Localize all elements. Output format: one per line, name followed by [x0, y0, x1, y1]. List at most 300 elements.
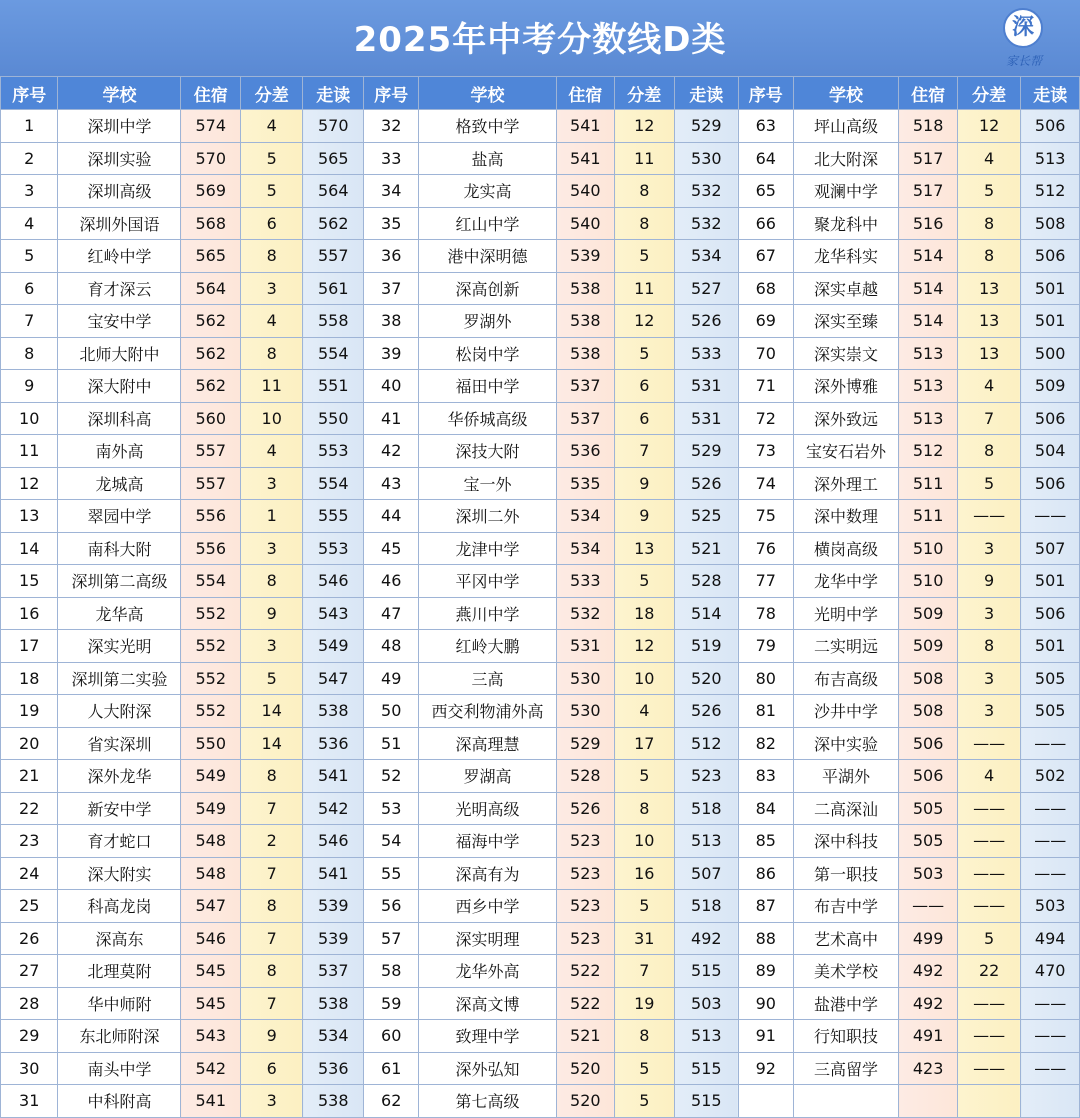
cell-school: 深高东 [58, 922, 181, 955]
cell-seq: 92 [739, 1052, 793, 1085]
cell-school: 龙城高 [58, 467, 181, 500]
cell-seq: 21 [1, 760, 58, 793]
cell-boarding-score: 505 [899, 792, 957, 825]
cell-day-score: 502 [1021, 760, 1080, 793]
cell-boarding-score: 554 [181, 565, 240, 598]
cell-seq: 82 [739, 727, 793, 760]
cell-score-diff: 13 [957, 272, 1021, 305]
cell-day-score: 505 [1021, 695, 1080, 728]
cell-seq: 31 [1, 1085, 58, 1118]
cell-score-diff: 3 [240, 630, 303, 663]
cell-seq: 18 [1, 662, 58, 695]
cell-school: 深外致远 [793, 402, 899, 435]
cell-school: 罗湖外 [419, 305, 556, 338]
cell-school: 育才蛇口 [58, 825, 181, 858]
cell-score-diff: 5 [615, 1052, 674, 1085]
cell-seq: 79 [739, 630, 793, 663]
column-header-score-diff: 分差 [615, 77, 674, 110]
cell-day-score: 520 [674, 662, 739, 695]
cell-day-score: 533 [674, 337, 739, 370]
cell-boarding-score: 574 [181, 110, 240, 143]
cell-boarding-score: 565 [181, 240, 240, 273]
cell-day-score: —— [1021, 825, 1080, 858]
cell-boarding-score: 536 [556, 435, 614, 468]
cell-day-score: 526 [674, 467, 739, 500]
cell-day-score: 537 [303, 955, 364, 988]
cell-seq: 44 [363, 500, 418, 533]
cell-seq: 85 [739, 825, 793, 858]
cell-boarding-score: 549 [181, 760, 240, 793]
cell-boarding-score: 514 [899, 305, 957, 338]
cell-day-score: 501 [1021, 305, 1080, 338]
cell-score-diff: 7 [240, 987, 303, 1020]
cell-score-diff: 5 [615, 565, 674, 598]
cell-school: 三高 [419, 662, 556, 695]
cell-score-diff: 6 [240, 207, 303, 240]
cell-seq: 91 [739, 1020, 793, 1053]
cell-seq: 90 [739, 987, 793, 1020]
cell-score-diff: 10 [240, 402, 303, 435]
cell-school: 红岭大鹏 [419, 630, 556, 663]
cell-boarding-score: 560 [181, 402, 240, 435]
column-header-school: 学校 [58, 77, 181, 110]
cell-score-diff: 5 [615, 240, 674, 273]
cell-school: 二高深汕 [793, 792, 899, 825]
cell-boarding-score: 538 [556, 272, 614, 305]
cell-school: 翠园中学 [58, 500, 181, 533]
cell-seq: 15 [1, 565, 58, 598]
cell-boarding-score: 548 [181, 825, 240, 858]
table-row [1, 435, 1080, 468]
cell-seq: 47 [363, 597, 418, 630]
cell-day-score: 539 [303, 890, 364, 923]
cell-score-diff: 4 [957, 370, 1021, 403]
cell-day-score: 519 [674, 630, 739, 663]
cell-score-diff: 10 [615, 662, 674, 695]
cell-seq: 16 [1, 597, 58, 630]
table-row [1, 207, 1080, 240]
cell-score-diff: 3 [240, 532, 303, 565]
cell-score-diff [957, 1085, 1021, 1118]
cell-day-score: 506 [1021, 240, 1080, 273]
cell-boarding-score: 568 [181, 207, 240, 240]
cell-seq: 73 [739, 435, 793, 468]
cell-day-score: 513 [674, 825, 739, 858]
cell-seq: 46 [363, 565, 418, 598]
table-row [1, 792, 1080, 825]
cell-seq: 48 [363, 630, 418, 663]
cell-score-diff: 8 [615, 175, 674, 208]
cell-day-score: 532 [674, 175, 739, 208]
cell-day-score: 525 [674, 500, 739, 533]
cell-day-score: 521 [674, 532, 739, 565]
cell-boarding-score: 541 [556, 142, 614, 175]
cell-school: 三高留学 [793, 1052, 899, 1085]
cell-boarding-score: 514 [899, 240, 957, 273]
cell-day-score: 518 [674, 890, 739, 923]
cell-day-score: 527 [674, 272, 739, 305]
cell-boarding-score: 556 [181, 532, 240, 565]
cell-day-score: 570 [303, 110, 364, 143]
cell-school: 华中师附 [58, 987, 181, 1020]
cell-day-score: 506 [1021, 467, 1080, 500]
cell-day-score: 557 [303, 240, 364, 273]
cell-boarding-score: 499 [899, 922, 957, 955]
cell-score-diff: 14 [240, 695, 303, 728]
cell-school: 育才深云 [58, 272, 181, 305]
cell-seq: 14 [1, 532, 58, 565]
cell-boarding-score: 520 [556, 1052, 614, 1085]
cell-score-diff: 5 [615, 337, 674, 370]
cell-boarding-score: 542 [181, 1052, 240, 1085]
cell-school: 深圳中学 [58, 110, 181, 143]
cell-school: 深大附中 [58, 370, 181, 403]
cell-seq: 54 [363, 825, 418, 858]
cell-day-score: 492 [674, 922, 739, 955]
cell-seq: 34 [363, 175, 418, 208]
cell-seq: 36 [363, 240, 418, 273]
cell-seq: 43 [363, 467, 418, 500]
cell-school: 深圳实验 [58, 142, 181, 175]
cell-day-score: 554 [303, 467, 364, 500]
cell-score-diff: 31 [615, 922, 674, 955]
cell-seq: 51 [363, 727, 418, 760]
cell-seq: 53 [363, 792, 418, 825]
score-table [0, 76, 1080, 1118]
cell-seq: 29 [1, 1020, 58, 1053]
cell-score-diff: 6 [615, 402, 674, 435]
cell-school: 第一职技 [793, 857, 899, 890]
cell-seq: 39 [363, 337, 418, 370]
cell-school: 坪山高级 [793, 110, 899, 143]
cell-seq: 33 [363, 142, 418, 175]
cell-day-score: 562 [303, 207, 364, 240]
cell-day-score: —— [1021, 857, 1080, 890]
cell-school: 盐港中学 [793, 987, 899, 1020]
cell-boarding-score: 528 [556, 760, 614, 793]
cell-boarding-score: 535 [556, 467, 614, 500]
cell-score-diff: 8 [957, 630, 1021, 663]
table-row [1, 1085, 1080, 1118]
cell-day-score: 538 [303, 1085, 364, 1118]
cell-boarding-score: 511 [899, 500, 957, 533]
cell-boarding-score: 532 [556, 597, 614, 630]
cell-day-score: 501 [1021, 272, 1080, 305]
cell-boarding-score: 522 [556, 987, 614, 1020]
title-bar [0, 0, 1080, 77]
cell-school: 西乡中学 [419, 890, 556, 923]
cell-day-score: 470 [1021, 955, 1080, 988]
table-row [1, 240, 1080, 273]
cell-day-score: 504 [1021, 435, 1080, 468]
cell-score-diff: 9 [240, 1020, 303, 1053]
cell-score-diff: 4 [957, 142, 1021, 175]
cell-score-diff: 13 [957, 305, 1021, 338]
cell-boarding-score: 492 [899, 955, 957, 988]
cell-boarding-score: 506 [899, 760, 957, 793]
cell-school: 盐高 [419, 142, 556, 175]
cell-boarding-score: 552 [181, 630, 240, 663]
cell-day-score: 546 [303, 825, 364, 858]
cell-boarding-score: 513 [899, 370, 957, 403]
table-row [1, 467, 1080, 500]
cell-score-diff: 8 [240, 760, 303, 793]
cell-school: 深外理工 [793, 467, 899, 500]
cell-seq: 56 [363, 890, 418, 923]
cell-school: 龙华科实 [793, 240, 899, 273]
cell-seq: 3 [1, 175, 58, 208]
cell-score-diff: 7 [615, 435, 674, 468]
cell-day-score: 551 [303, 370, 364, 403]
cell-school: 深实卓越 [793, 272, 899, 305]
cell-score-diff: —— [957, 500, 1021, 533]
cell-school: 横岗高级 [793, 532, 899, 565]
cell-school: 深高文博 [419, 987, 556, 1020]
cell-school: 人大附深 [58, 695, 181, 728]
table-body [1, 110, 1080, 1118]
cell-school: 华侨城高级 [419, 402, 556, 435]
column-header-seq: 序号 [363, 77, 418, 110]
page-title: 2025年中考分数线D类 [353, 20, 727, 60]
cell-school: 深圳二外 [419, 500, 556, 533]
cell-score-diff: 5 [240, 662, 303, 695]
cell-seq: 22 [1, 792, 58, 825]
cell-seq: 81 [739, 695, 793, 728]
cell-day-score: 528 [674, 565, 739, 598]
cell-seq: 55 [363, 857, 418, 890]
cell-day-score: 553 [303, 532, 364, 565]
cell-score-diff: —— [957, 1020, 1021, 1053]
cell-day-score: —— [1021, 987, 1080, 1020]
cell-day-score: 536 [303, 727, 364, 760]
cell-day-score: 538 [303, 987, 364, 1020]
cell-boarding-score: 526 [556, 792, 614, 825]
cell-day-score: 555 [303, 500, 364, 533]
table-row [1, 500, 1080, 533]
cell-school: 二实明远 [793, 630, 899, 663]
cell-boarding-score: 534 [556, 500, 614, 533]
cell-seq: 50 [363, 695, 418, 728]
cell-school: 沙井中学 [793, 695, 899, 728]
cell-day-score: 518 [674, 792, 739, 825]
cell-score-diff: 3 [957, 695, 1021, 728]
cell-score-diff: 8 [240, 890, 303, 923]
cell-school: 深圳第二实验 [58, 662, 181, 695]
cell-score-diff: 14 [240, 727, 303, 760]
cell-score-diff: 5 [615, 890, 674, 923]
cell-seq: 11 [1, 435, 58, 468]
cell-school: 格致中学 [419, 110, 556, 143]
cell-score-diff: 9 [957, 565, 1021, 598]
column-header-score-diff: 分差 [957, 77, 1021, 110]
cell-day-score: —— [1021, 1052, 1080, 1085]
cell-seq: 69 [739, 305, 793, 338]
cell-score-diff: 3 [240, 1085, 303, 1118]
cell-school: 北师大附中 [58, 337, 181, 370]
cell-seq: 7 [1, 305, 58, 338]
cell-seq: 61 [363, 1052, 418, 1085]
column-header-day-score: 走读 [674, 77, 739, 110]
cell-seq: 59 [363, 987, 418, 1020]
cell-school: 深圳高级 [58, 175, 181, 208]
cell-school: 南头中学 [58, 1052, 181, 1085]
table-row [1, 272, 1080, 305]
cell-boarding-score: 537 [556, 370, 614, 403]
column-header-school: 学校 [419, 77, 556, 110]
cell-score-diff: 12 [615, 305, 674, 338]
cell-seq: 38 [363, 305, 418, 338]
cell-day-score: 505 [1021, 662, 1080, 695]
cell-seq: 64 [739, 142, 793, 175]
table-row [1, 662, 1080, 695]
cell-day-score: 531 [674, 370, 739, 403]
cell-school: 深实至臻 [793, 305, 899, 338]
column-header-score-diff: 分差 [240, 77, 303, 110]
cell-boarding-score: 523 [556, 922, 614, 955]
cell-boarding-score: 538 [556, 337, 614, 370]
cell-score-diff: 4 [240, 305, 303, 338]
cell-seq: 10 [1, 402, 58, 435]
cell-day-score: 503 [1021, 890, 1080, 923]
cell-seq: 63 [739, 110, 793, 143]
cell-day-score: 539 [303, 922, 364, 955]
cell-school: 深技大附 [419, 435, 556, 468]
cell-boarding-score: 543 [181, 1020, 240, 1053]
cell-day-score [1021, 1085, 1080, 1118]
cell-day-score: 523 [674, 760, 739, 793]
cell-seq: 5 [1, 240, 58, 273]
table-row [1, 857, 1080, 890]
cell-school: 港中深明德 [419, 240, 556, 273]
cell-seq: 19 [1, 695, 58, 728]
cell-boarding-score: 545 [181, 955, 240, 988]
cell-school: 深实明理 [419, 922, 556, 955]
cell-score-diff: 8 [615, 792, 674, 825]
cell-seq: 26 [1, 922, 58, 955]
cell-seq: 80 [739, 662, 793, 695]
cell-day-score: 543 [303, 597, 364, 630]
table-row [1, 1020, 1080, 1053]
cell-boarding-score: 492 [899, 987, 957, 1020]
cell-school: 新安中学 [58, 792, 181, 825]
cell-seq: 83 [739, 760, 793, 793]
column-header-day-score: 走读 [303, 77, 364, 110]
cell-boarding-score: 547 [181, 890, 240, 923]
cell-boarding-score: 540 [556, 175, 614, 208]
cell-boarding-score: 562 [181, 370, 240, 403]
column-header-boarding-score: 住宿 [181, 77, 240, 110]
cell-score-diff: 10 [615, 825, 674, 858]
cell-score-diff: 4 [240, 435, 303, 468]
cell-seq: 87 [739, 890, 793, 923]
cell-boarding-score: 534 [556, 532, 614, 565]
cell-school: 深圳第二高级 [58, 565, 181, 598]
cell-seq: 25 [1, 890, 58, 923]
cell-boarding-score: 516 [899, 207, 957, 240]
cell-boarding-score: 510 [899, 565, 957, 598]
cell-day-score: —— [1021, 727, 1080, 760]
cell-seq: 17 [1, 630, 58, 663]
cell-score-diff: 12 [615, 110, 674, 143]
cell-seq: 42 [363, 435, 418, 468]
cell-boarding-score: 533 [556, 565, 614, 598]
column-header-day-score: 走读 [1021, 77, 1080, 110]
cell-score-diff: 5 [957, 922, 1021, 955]
cell-boarding-score: 531 [556, 630, 614, 663]
cell-day-score: 506 [1021, 110, 1080, 143]
cell-boarding-score: 522 [556, 955, 614, 988]
cell-school: 光明高级 [419, 792, 556, 825]
cell-seq: 58 [363, 955, 418, 988]
cell-seq: 23 [1, 825, 58, 858]
cell-score-diff: 4 [957, 760, 1021, 793]
cell-boarding-score: 529 [556, 727, 614, 760]
cell-boarding-score: 548 [181, 857, 240, 890]
cell-day-score: 553 [303, 435, 364, 468]
cell-school: 福田中学 [419, 370, 556, 403]
cell-school: 深圳外国语 [58, 207, 181, 240]
cell-boarding-score: 523 [556, 825, 614, 858]
cell-score-diff: 11 [615, 142, 674, 175]
cell-score-diff: 8 [240, 240, 303, 273]
cell-boarding-score: 511 [899, 467, 957, 500]
cell-day-score: 506 [1021, 597, 1080, 630]
table-row [1, 922, 1080, 955]
cell-seq: 84 [739, 792, 793, 825]
cell-seq: 9 [1, 370, 58, 403]
cell-day-score: 534 [303, 1020, 364, 1053]
cell-boarding-score: 541 [556, 110, 614, 143]
cell-boarding-score: 517 [899, 142, 957, 175]
cell-day-score: 508 [1021, 207, 1080, 240]
cell-score-diff: 11 [615, 272, 674, 305]
cell-school: 深中数理 [793, 500, 899, 533]
cell-seq: 74 [739, 467, 793, 500]
column-header-seq: 序号 [1, 77, 58, 110]
cell-day-score: 542 [303, 792, 364, 825]
cell-score-diff: 8 [240, 337, 303, 370]
cell-school: 美术学校 [793, 955, 899, 988]
cell-score-diff: 17 [615, 727, 674, 760]
table-row [1, 337, 1080, 370]
cell-school: 北理莫附 [58, 955, 181, 988]
cell-day-score: 550 [303, 402, 364, 435]
cell-seq: 37 [363, 272, 418, 305]
cell-school: 深中实验 [793, 727, 899, 760]
cell-day-score: 526 [674, 305, 739, 338]
cell-boarding-score: 549 [181, 792, 240, 825]
cell-seq: 49 [363, 662, 418, 695]
cell-school: 平冈中学 [419, 565, 556, 598]
cell-day-score: 509 [1021, 370, 1080, 403]
cell-seq: 66 [739, 207, 793, 240]
cell-day-score: 513 [1021, 142, 1080, 175]
column-header-seq: 序号 [739, 77, 793, 110]
cell-seq: 60 [363, 1020, 418, 1053]
cell-school: 深大附实 [58, 857, 181, 890]
cell-school: 燕川中学 [419, 597, 556, 630]
cell-seq: 41 [363, 402, 418, 435]
cell-school: 南外高 [58, 435, 181, 468]
cell-score-diff: 5 [615, 760, 674, 793]
cell-seq: 72 [739, 402, 793, 435]
cell-day-score: 514 [674, 597, 739, 630]
cell-school: 西交利物浦外高 [419, 695, 556, 728]
cell-day-score: —— [1021, 500, 1080, 533]
cell-boarding-score: 514 [899, 272, 957, 305]
cell-day-score: 501 [1021, 630, 1080, 663]
cell-day-score: 561 [303, 272, 364, 305]
